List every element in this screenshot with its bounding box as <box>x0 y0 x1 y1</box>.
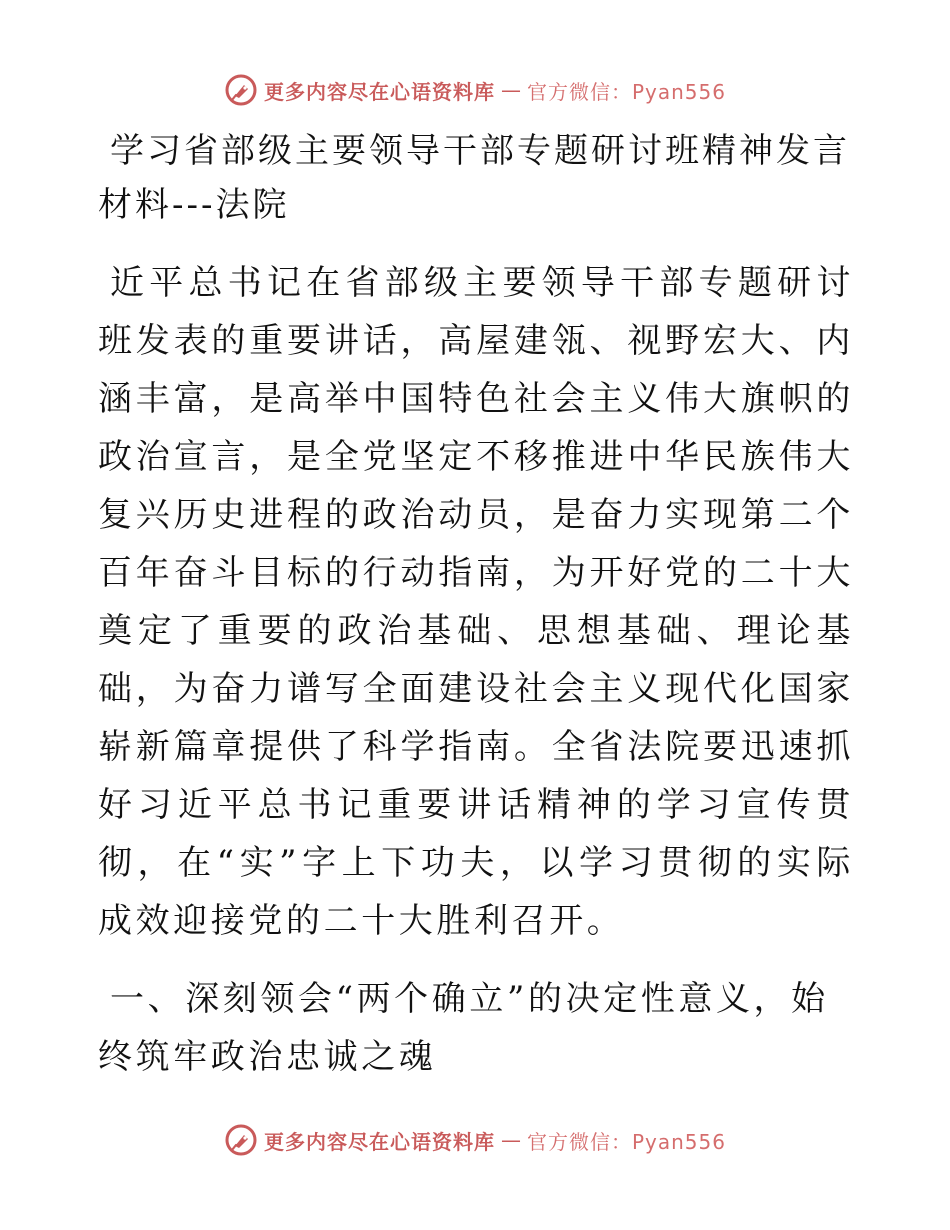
banner-wechat-text: 官方微信：Pyan556 <box>526 79 726 104</box>
section-heading: 一、深刻领会“两个确立”的决定性意义，始终筑牢政治忠诚之魂 <box>98 979 829 1077</box>
pen-nib-logo-icon <box>224 1123 258 1157</box>
banner-brand-text: 更多内容尽在心语资料库 <box>263 1129 495 1154</box>
document-title: 学习省部级主要领导干部专题研讨班精神发言材料---法院 <box>98 131 850 225</box>
banner-separator: — <box>500 1128 521 1152</box>
banner-brand-text: 更多内容尽在心语资料库 <box>263 79 495 104</box>
body-paragraph: 近平总书记在省部级主要领导干部专题研讨班发表的重要讲话，高屋建瓴、视野宏大、内涵丰富，是高举中国特色社会主义伟大旗帜的政治宣言，是全党坚定不移推进中华民族伟大复兴历史进程的政治动员，是奋力实现第二个百年奋斗目标的行动指南，为开好党的二十大奠定了重要的政治基础、思想基础、理论基础，为奋力谱写全面建设社会主义现代化国家崭新篇章提供了科学指南。全省法院要迅速抓好习近平总书记重要讲话精神的学习宣传贯彻，在“实”字上下功夫，以学习贯彻的实际成效迎接党的二十大胜利召开。 <box>98 263 854 941</box>
pen-nib-logo-icon <box>224 73 258 107</box>
footer-banner <box>0 1120 950 1160</box>
banner-wechat-text: 官方微信：Pyan556 <box>526 1129 726 1154</box>
banner-separator: — <box>500 78 521 102</box>
document-body <box>98 124 854 1086</box>
header-banner <box>0 70 950 110</box>
